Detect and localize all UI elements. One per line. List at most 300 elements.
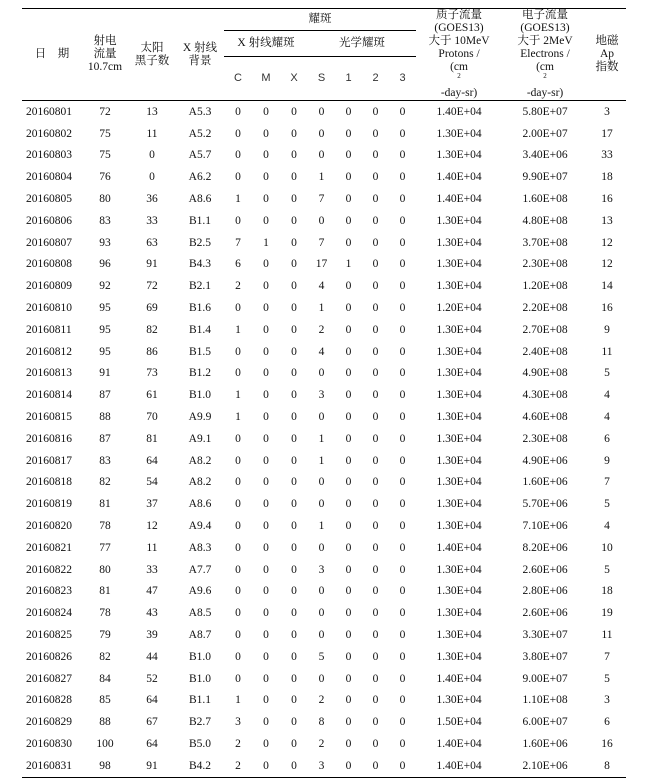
cell-radio-flux: 79: [99, 629, 111, 642]
cell-radio-flux: 75: [99, 127, 111, 140]
cell-c: 1: [235, 193, 241, 206]
cell-m: 0: [263, 541, 269, 554]
cell-xray-background: B4.3: [188, 258, 212, 271]
cell-opt-3: 0: [399, 302, 406, 315]
cell-date: 20160819: [26, 498, 72, 511]
cell-opt-2: 0: [372, 520, 379, 533]
cell-c: 0: [235, 214, 241, 227]
cell-proton-flux: 1.30E+04: [436, 694, 482, 707]
cell-radio-flux: 80: [99, 563, 111, 576]
cell-radio-flux: 81: [99, 498, 111, 511]
cell-radio-flux: 85: [99, 694, 111, 707]
cell-s: 2: [318, 738, 325, 750]
cell-opt-3: 0: [399, 498, 406, 511]
cell-x: 0: [291, 214, 297, 227]
cell-date: 20160818: [26, 476, 72, 489]
cell-opt-3: 0: [399, 585, 406, 598]
header-electron-flux: 电子流量 (GOES13) 大于 2MeV Electrons / (cm $^2$ -day-sr): [517, 9, 573, 99]
cell-proton-flux: 1.30E+04: [436, 629, 482, 642]
cell-opt-3: 0: [399, 541, 406, 554]
cell-c: 0: [235, 541, 241, 554]
cell-sunspots: 91: [128, 755, 176, 777]
cell-m: 0: [263, 411, 269, 424]
cell-opt-1: 0: [345, 476, 352, 489]
cell-radio-flux: 93: [99, 236, 111, 249]
cell-c: 0: [235, 650, 241, 663]
cell-opt-2: 0: [362, 755, 389, 777]
cell-x: 0: [291, 585, 297, 598]
cell-c: 6: [235, 258, 241, 271]
cell-opt-1: 0: [345, 498, 352, 511]
cell-c: 0: [235, 302, 241, 315]
cell-opt-1: 0: [345, 127, 352, 140]
cell-date: 20160810: [26, 302, 72, 315]
cell-proton-flux: 1.30E+04: [436, 367, 482, 380]
cell-radio-flux: 72: [99, 105, 111, 118]
cell-x: 0: [291, 236, 297, 249]
cell-opt-3: 0: [399, 193, 406, 206]
cell-xray-background: A9.6: [188, 585, 212, 598]
cell-s: 4: [318, 345, 325, 358]
cell-opt-1: 0: [345, 607, 352, 620]
cell-m: 0: [263, 563, 269, 576]
table-row: [22, 755, 626, 777]
cell-opt-2: 0: [372, 563, 379, 576]
cell-m: 0: [263, 127, 269, 140]
cell-date: 20160811: [26, 323, 72, 336]
cell-opt-3: 0: [399, 650, 406, 663]
cell-m: 0: [263, 672, 269, 685]
cell-opt-3: 0: [399, 345, 406, 358]
cell-ap: 12: [601, 258, 613, 271]
cell-opt-2: 0: [372, 694, 379, 707]
cell-opt-2: 0: [372, 650, 379, 663]
cell-s: 3: [308, 755, 335, 777]
cell-opt-1: 0: [345, 672, 352, 685]
cell-x: 0: [291, 498, 297, 511]
cell-opt-3: 0: [399, 323, 406, 336]
cell-x: 0: [291, 672, 297, 685]
cell-opt-3: 0: [399, 411, 406, 424]
cell-proton-flux: 1.30E+04: [436, 149, 482, 162]
cell-radio-flux: 98: [82, 755, 128, 777]
cell-xray-background: B1.5: [188, 345, 212, 358]
cell-opt-3: 0: [399, 214, 406, 227]
cell-xray-background: B2.7: [188, 716, 212, 729]
cell-xray-background: A8.2: [188, 476, 212, 489]
cell-s: 1: [318, 454, 325, 467]
cell-electron-flux: 2.60E+06: [522, 607, 568, 620]
cell-m: 0: [252, 755, 280, 777]
cell-proton-flux: 1.40E+04: [436, 171, 482, 184]
cell-electron-flux: 4.90E+06: [522, 454, 568, 467]
cell-proton-flux: 1.30E+04: [436, 127, 482, 140]
cell-ap: 19: [601, 607, 613, 620]
table-row: [22, 668, 626, 690]
cell-opt-1: 0: [345, 629, 352, 642]
cell-m: 0: [263, 607, 269, 620]
cell-opt-3: 0: [399, 454, 406, 467]
cell-radio-flux: 92: [99, 280, 111, 293]
cell-x: 0: [291, 738, 297, 750]
cell-ap: 5: [604, 672, 610, 685]
cell-sunspots: 64: [146, 454, 158, 467]
cell-radio-flux: 96: [99, 258, 111, 271]
cell-electron-flux: 7.10E+06: [522, 520, 568, 533]
cell-x: 0: [291, 367, 297, 380]
cell-c: 1: [235, 411, 241, 424]
cell-x: 0: [291, 258, 297, 271]
cell-ap: 5: [604, 563, 610, 576]
cell-ap: 18: [601, 585, 613, 598]
cell-electron-flux: 2.20E+08: [522, 302, 568, 315]
cell-date: 20160821: [26, 541, 72, 554]
cell-date: 20160802: [26, 127, 72, 140]
cell-opt-1: 0: [345, 345, 352, 358]
cell-date: 20160807: [26, 236, 72, 249]
cell-xray-background: A5.2: [188, 127, 212, 140]
cell-xray-background: A5.3: [188, 105, 212, 118]
cell-sunspots: 43: [146, 607, 158, 620]
cell-c: 1: [235, 389, 241, 402]
cell-x: 0: [291, 629, 297, 642]
cell-ap: 9: [604, 454, 610, 467]
cell-xray-background: B1.0: [188, 389, 212, 402]
cell-sunspots: 13: [146, 105, 158, 118]
cell-m: 0: [263, 520, 269, 533]
cell-date: 20160825: [26, 629, 72, 642]
cell-ap: 3: [604, 694, 610, 707]
cell-m: 0: [263, 302, 269, 315]
cell-x: 0: [291, 149, 297, 162]
cell-opt-1: 1: [345, 258, 352, 271]
cell-opt-3: 0: [399, 607, 406, 620]
cell-date: 20160805: [26, 193, 72, 206]
cell-opt-2: 0: [372, 323, 379, 336]
cell-radio-flux: 91: [99, 367, 111, 380]
cell-sunspots: 73: [146, 367, 158, 380]
cell-xray-background: A9.9: [188, 411, 212, 424]
cell-s: 1: [318, 520, 325, 533]
cell-opt-1: 0: [345, 541, 352, 554]
cell-s: 3: [318, 389, 325, 402]
cell-sunspots: 47: [146, 585, 158, 598]
cell-date: 20160822: [26, 563, 72, 576]
cell-proton-flux: 1.40E+04: [436, 193, 482, 206]
cell-opt-3: 0: [399, 236, 406, 249]
header-xray-flares: X 射线耀斑: [224, 30, 308, 56]
header-class-c: C: [234, 71, 242, 84]
cell-date: 20160826: [26, 650, 72, 663]
cell-date: 20160815: [26, 411, 72, 424]
cell-electron-flux: 1.60E+06: [522, 738, 568, 750]
cell-radio-flux: 95: [99, 345, 111, 358]
cell-s: 2: [318, 694, 325, 707]
cell-m: 0: [263, 171, 269, 184]
cell-electron-flux: 6.00E+07: [522, 716, 568, 729]
cell-c: 0: [235, 629, 241, 642]
cell-date: 20160824: [26, 607, 72, 620]
cell-sunspots: 33: [146, 214, 158, 227]
cell-xray-background: B2.5: [188, 236, 212, 249]
table-body: [22, 101, 626, 778]
cell-xray-background: B1.4: [188, 323, 212, 336]
cell-opt-3: 0: [399, 432, 406, 445]
cell-sunspots: 81: [146, 432, 158, 445]
cell-date: 20160804: [26, 171, 72, 184]
cell-electron-flux: 5.70E+06: [522, 498, 568, 511]
cell-radio-flux: 82: [99, 476, 111, 489]
header-ap-index: 地磁 Ap 指数: [595, 35, 619, 73]
cell-electron-flux: 9.00E+07: [522, 672, 568, 685]
cell-date: 20160814: [26, 389, 72, 402]
cell-opt-2: 0: [372, 236, 379, 249]
cell-date: 20160808: [26, 258, 72, 271]
cell-m: 0: [263, 585, 269, 598]
header-date: 日 期: [34, 48, 70, 60]
cell-radio-flux: 76: [99, 171, 111, 184]
cell-opt-3: 0: [399, 716, 406, 729]
cell-m: 0: [263, 498, 269, 511]
cell-sunspots: 69: [146, 302, 158, 315]
cell-xray-background: B5.0: [188, 738, 212, 750]
cell-opt-1: 0: [345, 585, 352, 598]
cell-sunspots: 61: [146, 389, 158, 402]
cell-radio-flux: 88: [99, 716, 111, 729]
cell-x: 0: [291, 302, 297, 315]
table-row: [22, 428, 626, 450]
header-flares: 耀斑: [224, 9, 416, 31]
cell-xray-background: B1.1: [188, 694, 212, 707]
cell-date: 20160803: [26, 149, 72, 162]
cell-sunspots: 44: [146, 650, 158, 663]
table-row: [22, 581, 626, 603]
header-proton-flux: 质子流量 (GOES13) 大于 10MeV Protons / (cm $^2$ -day-sr): [428, 9, 490, 99]
cell-sunspots: 64: [146, 694, 158, 707]
cell-c: 0: [235, 345, 241, 358]
cell-proton-flux: 1.40E+04: [436, 541, 482, 554]
cell-opt-1: 0: [345, 650, 352, 663]
table-row: [22, 624, 626, 646]
cell-opt-2: 0: [372, 389, 379, 402]
cell-m: 0: [263, 629, 269, 642]
cell-proton-flux: 1.30E+04: [436, 411, 482, 424]
cell-opt-3: 0: [399, 563, 406, 576]
cell-opt-2: 0: [372, 432, 379, 445]
cell-electron-flux: 2.30E+08: [522, 432, 568, 445]
cell-opt-2: 0: [372, 411, 379, 424]
cell-electron-flux: 1.10E+08: [522, 694, 568, 707]
cell-x: 0: [291, 520, 297, 533]
cell-s: 0: [318, 127, 325, 140]
cell-opt-3: 0: [399, 127, 406, 140]
cell-ap: 7: [604, 476, 610, 489]
cell-opt-1: 0: [345, 302, 352, 315]
cell-xray-background: A8.3: [188, 541, 212, 554]
cell-opt-1: 0: [345, 454, 352, 467]
cell-electron-flux: 5.80E+07: [522, 105, 568, 118]
cell-proton-flux: 1.30E+04: [436, 323, 482, 336]
cell-ap: 11: [601, 629, 613, 642]
table-row: [22, 450, 626, 472]
cell-c: 0: [235, 672, 241, 685]
cell-opt-3: 0: [399, 520, 406, 533]
cell-m: 0: [263, 650, 269, 663]
table-row: [22, 166, 626, 188]
cell-opt-1: 0: [345, 389, 352, 402]
cell-xray-background: B1.0: [188, 650, 212, 663]
cell-m: 0: [263, 454, 269, 467]
cell-ap: 17: [601, 127, 613, 140]
cell-ap: 14: [601, 280, 613, 293]
table-row: [22, 275, 626, 297]
cell-proton-flux: 1.30E+04: [436, 476, 482, 489]
cell-s: 8: [318, 716, 325, 729]
cell-opt-3: 0: [399, 258, 406, 271]
cell-sunspots: 0: [149, 149, 155, 162]
cell-proton-flux: 1.20E+04: [436, 302, 482, 315]
cell-electron-flux: 2.30E+08: [522, 258, 568, 271]
cell-xray-background: B1.1: [188, 214, 212, 227]
cell-xray-background: A9.1: [188, 432, 212, 445]
cell-c: 2: [235, 280, 241, 293]
cell-sunspots: 33: [146, 563, 158, 576]
table-row: [22, 646, 626, 668]
cell-ap: 18: [601, 171, 613, 184]
cell-c: 0: [235, 563, 241, 576]
cell-m: 0: [263, 323, 269, 336]
cell-s: 0: [318, 541, 325, 554]
cell-radio-flux: 83: [99, 454, 111, 467]
cell-electron-flux: 3.30E+07: [522, 629, 568, 642]
cell-s: 2: [318, 323, 325, 336]
cell-opt-3: 0: [399, 280, 406, 293]
cell-opt-2: 0: [372, 672, 379, 685]
cell-x: 0: [291, 193, 297, 206]
table-row: [22, 254, 626, 276]
cell-c: 1: [235, 694, 241, 707]
cell-electron-flux: 2.60E+06: [522, 563, 568, 576]
cell-x: 0: [291, 476, 297, 489]
cell-opt-1: 0: [345, 323, 352, 336]
cell-x: 0: [291, 650, 297, 663]
header-class-s: S: [317, 71, 326, 84]
cell-c: 2: [235, 738, 241, 750]
cell-opt-2: 0: [372, 585, 379, 598]
cell-s: 0: [318, 411, 325, 424]
cell-s: 1: [318, 302, 325, 315]
cell-s: 0: [318, 629, 325, 642]
cell-opt-2: 0: [372, 498, 379, 511]
cell-ap: 16: [601, 738, 613, 750]
cell-sunspots: 86: [146, 345, 158, 358]
cell-xray-background: A8.7: [188, 629, 212, 642]
cell-xray-background: A6.2: [188, 171, 212, 184]
cell-electron-flux: 2.70E+08: [522, 323, 568, 336]
cell-m: 1: [263, 236, 269, 249]
cell-c: 0: [235, 498, 241, 511]
cell-opt-1: 0: [345, 520, 352, 533]
table-row: [22, 384, 626, 406]
cell-sunspots: 91: [146, 258, 158, 271]
cell-radio-flux: 81: [99, 585, 111, 598]
cell-s: 0: [318, 476, 325, 489]
header-class-3: 3: [399, 71, 406, 84]
cell-opt-2: 0: [372, 454, 379, 467]
cell-sunspots: 39: [146, 629, 158, 642]
cell-x: 0: [291, 280, 297, 293]
cell-proton-flux: 1.30E+04: [436, 650, 482, 663]
cell-xray-background: B1.2: [188, 367, 212, 380]
cell-date: 20160831: [22, 755, 82, 777]
cell-ap: 3: [604, 105, 610, 118]
table-row: [22, 210, 626, 232]
cell-opt-2: 0: [372, 476, 379, 489]
cell-opt-3: 0: [399, 171, 406, 184]
cell-proton-flux: 1.30E+04: [436, 520, 482, 533]
cell-sunspots: 82: [146, 323, 158, 336]
cell-proton-flux: 1.40E+04: [436, 672, 482, 685]
cell-xray-background: A7.7: [188, 563, 212, 576]
cell-radio-flux: 78: [99, 607, 111, 620]
cell-opt-1: 0: [345, 411, 352, 424]
cell-sunspots: 63: [146, 236, 158, 249]
cell-sunspots: 37: [146, 498, 158, 511]
cell-c: 0: [235, 149, 241, 162]
cell-opt-2: 0: [372, 367, 379, 380]
cell-c: 3: [235, 716, 241, 729]
cell-opt-1: 0: [345, 738, 352, 750]
cell-xray-background: B1.0: [188, 672, 212, 685]
cell-opt-2: 0: [372, 607, 379, 620]
cell-date: 20160823: [26, 585, 72, 598]
cell-electron-flux: 4.30E+08: [522, 389, 568, 402]
cell-date: 20160806: [26, 214, 72, 227]
cell-electron-flux: 4.80E+08: [522, 214, 568, 227]
cell-c: 0: [235, 476, 241, 489]
cell-opt-2: 0: [372, 629, 379, 642]
header-class-1: 1: [345, 71, 352, 84]
cell-opt-3: 0: [399, 476, 406, 489]
cell-ap: 11: [601, 345, 613, 358]
cell-x: 0: [291, 541, 297, 554]
cell-ap: 6: [604, 432, 610, 445]
cell-s: 0: [318, 105, 325, 118]
table-row: [22, 406, 626, 428]
cell-c: 2: [224, 755, 252, 777]
table-row: [22, 188, 626, 210]
cell-s: 7: [318, 193, 325, 206]
header-optical-flares: 光学耀斑: [308, 30, 416, 56]
cell-proton-flux: 1.30E+04: [436, 389, 482, 402]
table-row: [22, 319, 626, 341]
cell-ap: 7: [604, 650, 610, 663]
cell-electron-flux: 1.20E+08: [522, 280, 568, 293]
cell-date: 20160812: [26, 345, 72, 358]
cell-s: 17: [315, 258, 328, 271]
cell-opt-2: 0: [372, 716, 379, 729]
cell-opt-2: 0: [372, 171, 379, 184]
table-row: [22, 472, 626, 494]
cell-electron-flux: 8.20E+06: [522, 541, 568, 554]
cell-electron-flux: 4.60E+08: [522, 411, 568, 424]
cell-sunspots: 0: [149, 171, 155, 184]
cell-electron-flux: 2.80E+06: [522, 585, 568, 598]
cell-electron-flux: 3.70E+08: [522, 236, 568, 249]
cell-c: 0: [235, 367, 241, 380]
cell-opt-1: 0: [345, 171, 352, 184]
cell-sunspots: 11: [146, 127, 158, 140]
